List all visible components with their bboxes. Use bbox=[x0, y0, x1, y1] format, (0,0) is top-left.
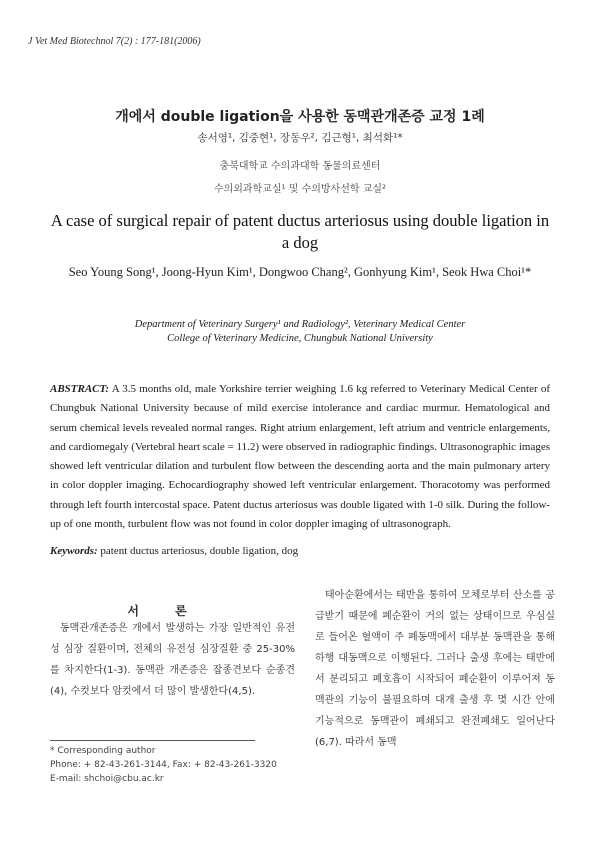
introduction-left-column bbox=[50, 618, 295, 702]
english-authors: Seo Young Song¹, Joong-Hyun Kim¹, Dongwoo Chang², Gonhyung Kim¹, Seok Hwa Choi¹* bbox=[68, 265, 532, 279]
introduction-right-column bbox=[315, 585, 555, 753]
keywords-label: Keywords: bbox=[50, 545, 98, 557]
korean-title: 개에서 double ligation을 사용한 동맥관개존증 교정 1례 bbox=[115, 109, 485, 125]
introduction-left-text: 동맥관개존증은 개에서 발생하는 가장 일반적인 유전성 심장 질환이며, 전체의 유전성 심장질환 중 25-30%를 차지한다(1-3). 동맥관 개존증은 잡종견보다 순종견(4), 수컷보다 암컷에서 더 많이 발생한다(4,5). bbox=[50, 623, 295, 697]
introduction-right-text: 태아순환에서는 태반을 통하여 모체로부터 산소를 공급받기 때문에 폐순환이 거의 없는 상태이므로 우심실로 들어온 혈액이 주 폐동맥에서 대부분 동맥관을 통해 하행 대동맥으로 이행된다. 그러나 출생 후에는 태반에서 분리되고 폐호흡이 시작되어 폐순환이 이루어져 동맥관의 기능이 불필요하며 대개 출생 후 몇 시간 안에 기능적으로 동맥관이 폐쇄되고 완전폐쇄도 일어난다(6,7). 따라서 동맥 bbox=[315, 590, 555, 748]
korean-institution: 충북대학교 수의과대학 동물의료센터 bbox=[219, 161, 381, 172]
abstract-label: ABSTRACT: bbox=[50, 383, 110, 395]
corresponding-author: * Corresponding author bbox=[50, 746, 156, 756]
section-heading-introduction: 서 론 bbox=[127, 604, 203, 618]
affiliation-line-2: College of Veterinary Medicine, Chungbuk National University bbox=[167, 333, 433, 344]
footnote-divider bbox=[50, 740, 255, 741]
affiliation-line-1: Department of Veterinary Surgery¹ and Radiology², Veterinary Medical Center bbox=[134, 319, 466, 330]
korean-authors: 송서영¹, 김중현¹, 장동우², 김근형¹, 최석화¹* bbox=[197, 132, 403, 144]
keywords-text: patent ductus arteriosus, double ligation, dog bbox=[100, 545, 299, 557]
contact-phone-fax: Phone: + 82-43-261-3144, Fax: + 82-43-261-3320 bbox=[50, 760, 277, 770]
korean-departments: 수의외과학교실¹ 및 수의방사선학 교실² bbox=[213, 184, 387, 195]
english-title: A case of surgical repair of patent ductus arteriosus using double ligation in a dog bbox=[50, 211, 550, 252]
english-affiliation bbox=[60, 318, 540, 346]
contact-email: E-mail: shchoi@cbu.ac.kr bbox=[50, 774, 164, 784]
abstract bbox=[50, 380, 550, 534]
footnote bbox=[50, 744, 277, 786]
abstract-text: A 3.5 months old, male Yorkshire terrier weighing 1.6 kg referred to Veterinary Medical Center of Chungbuk National University because of mild exercise intolerance and cardiac murmur. Hematological and serum chemical levels revealed normal ranges. Right atrium enlargement, left atrium and ventricle enlargements, and cardiomegaly (Vertebral heart scale = 11.2) were observed in radiographic findings. Ultrasonographic images showed left ventricular dilation and turbulent flow between the descending aorta and the main pulmonary artery in color doppler imaging. Echocardiography showed left ventricular enlargement. Thoracotomy was performed through left fourth intercostal space. Patent ductus arteriosus was double ligated with 1-0 silk. During the follow-up of one month, turbulent flow was not found in color doppler imaging of ultrasonograph. bbox=[50, 383, 550, 531]
journal-reference: J Vet Med Biotechnol 7(2) : 177-181(2006) bbox=[28, 36, 201, 47]
keywords bbox=[50, 545, 298, 557]
